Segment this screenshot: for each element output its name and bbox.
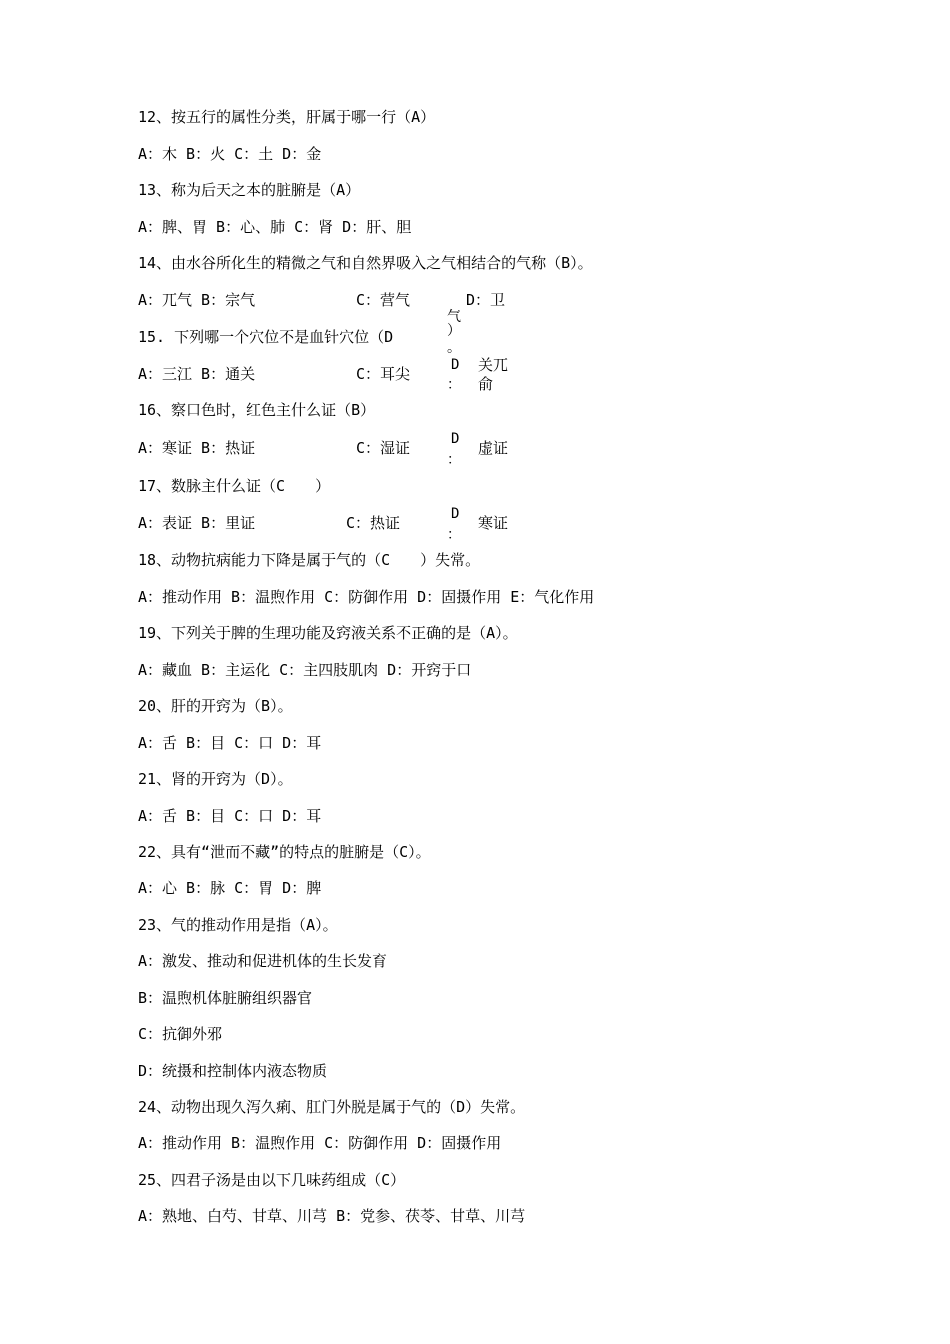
options-15-d-colon: ： bbox=[447, 377, 461, 393]
options-18: A：推动作用 B：温煦作用 C：防御作用 D：固摄作用 E：气化作用 bbox=[138, 588, 595, 606]
option-23d: D：统摄和控制体内液态物质 bbox=[138, 1062, 328, 1080]
options-13: A：脾、胃 B：心、肺 C：肾 D：肝、胆 bbox=[138, 218, 412, 236]
question-18: 18、动物抗病能力下降是属于气的（C ）失常。 bbox=[138, 551, 481, 569]
options-15-d-text-1: 关兀 bbox=[478, 356, 509, 374]
options-17-d-colon: ： bbox=[447, 527, 461, 543]
options-16-d-colon: ： bbox=[447, 452, 461, 468]
options-22: A：心 B：脉 C：胃 D：脾 bbox=[138, 879, 322, 897]
options-25: A：熟地、白芍、甘草、川芎 B：党参、茯苓、甘草、川芎 bbox=[138, 1207, 526, 1225]
options-14-d-tail-1: 气 bbox=[447, 309, 461, 325]
options-17-c: C：热证 bbox=[346, 514, 401, 532]
options-14: A：兀气 B：宗气 bbox=[138, 291, 256, 309]
options-16: A：寒证 B：热证 bbox=[138, 439, 256, 457]
options-16-d-letter: D bbox=[451, 431, 460, 447]
question-14: 14、由水谷所化生的精微之气和自然界吸入之气相结合的气称（B）。 bbox=[138, 254, 593, 272]
options-15: A：三江 B：通关 bbox=[138, 365, 256, 383]
options-14-d: D：卫 bbox=[466, 291, 506, 309]
options-19: A：藏血 B：主运化 C：主四肢肌肉 D：开窍于口 bbox=[138, 661, 472, 679]
question-24: 24、动物出现久泻久痢、肛门外脱是属于气的（D）失常。 bbox=[138, 1098, 526, 1116]
options-24: A：推动作用 B：温煦作用 C：防御作用 D：固摄作用 bbox=[138, 1134, 502, 1152]
options-16-d-text: 虚证 bbox=[478, 439, 509, 457]
options-16-c: C：湿证 bbox=[356, 439, 411, 457]
question-20: 20、肝的开窍为（B）。 bbox=[138, 697, 293, 715]
option-23b: B：温煦机体脏腑组织器官 bbox=[138, 989, 313, 1007]
options-14-d-tail-2: ） bbox=[447, 323, 461, 339]
options-15-c: C：耳尖 bbox=[356, 365, 411, 383]
options-15-d-letter: D bbox=[451, 357, 460, 373]
question-23: 23、气的推动作用是指（A）。 bbox=[138, 916, 338, 934]
options-12: A：木 B：火 C：土 D：金 bbox=[138, 145, 322, 163]
question-19: 19、下列关于脾的生理功能及窍液关系不正确的是（A）。 bbox=[138, 624, 518, 642]
option-23a: A：激发、推动和促进机体的生长发育 bbox=[138, 952, 388, 970]
options-17-d-letter: D bbox=[451, 506, 460, 522]
options-20: A：舌 B：目 C：口 D：耳 bbox=[138, 734, 322, 752]
option-23c: C：抗御外邪 bbox=[138, 1025, 223, 1043]
question-17: 17、数脉主什么证（C ） bbox=[138, 477, 331, 495]
options-15-d-text-2: 俞 bbox=[478, 375, 494, 393]
question-25: 25、四君子汤是由以下几味药组成（C） bbox=[138, 1171, 406, 1189]
options-17: A：表证 B：里证 bbox=[138, 514, 256, 532]
question-12: 12、按五行的属性分类，肝属于哪一行（A） bbox=[138, 108, 436, 126]
question-15: 15. 下列哪一个穴位不是血针穴位（D bbox=[138, 328, 394, 346]
options-21: A：舌 B：目 C：口 D：耳 bbox=[138, 807, 322, 825]
question-16: 16、察口色时，红色主什么证（B） bbox=[138, 401, 376, 419]
question-15-tail: 。 bbox=[447, 340, 461, 356]
question-22: 22、具有“泄而不藏”的特点的脏腑是（C）。 bbox=[138, 843, 431, 861]
options-17-d-text: 寒证 bbox=[478, 514, 509, 532]
options-14-c: C：营气 bbox=[356, 291, 411, 309]
question-21: 21、肾的开窍为（D）。 bbox=[138, 770, 293, 788]
question-13: 13、称为后天之本的脏腑是（A） bbox=[138, 181, 361, 199]
